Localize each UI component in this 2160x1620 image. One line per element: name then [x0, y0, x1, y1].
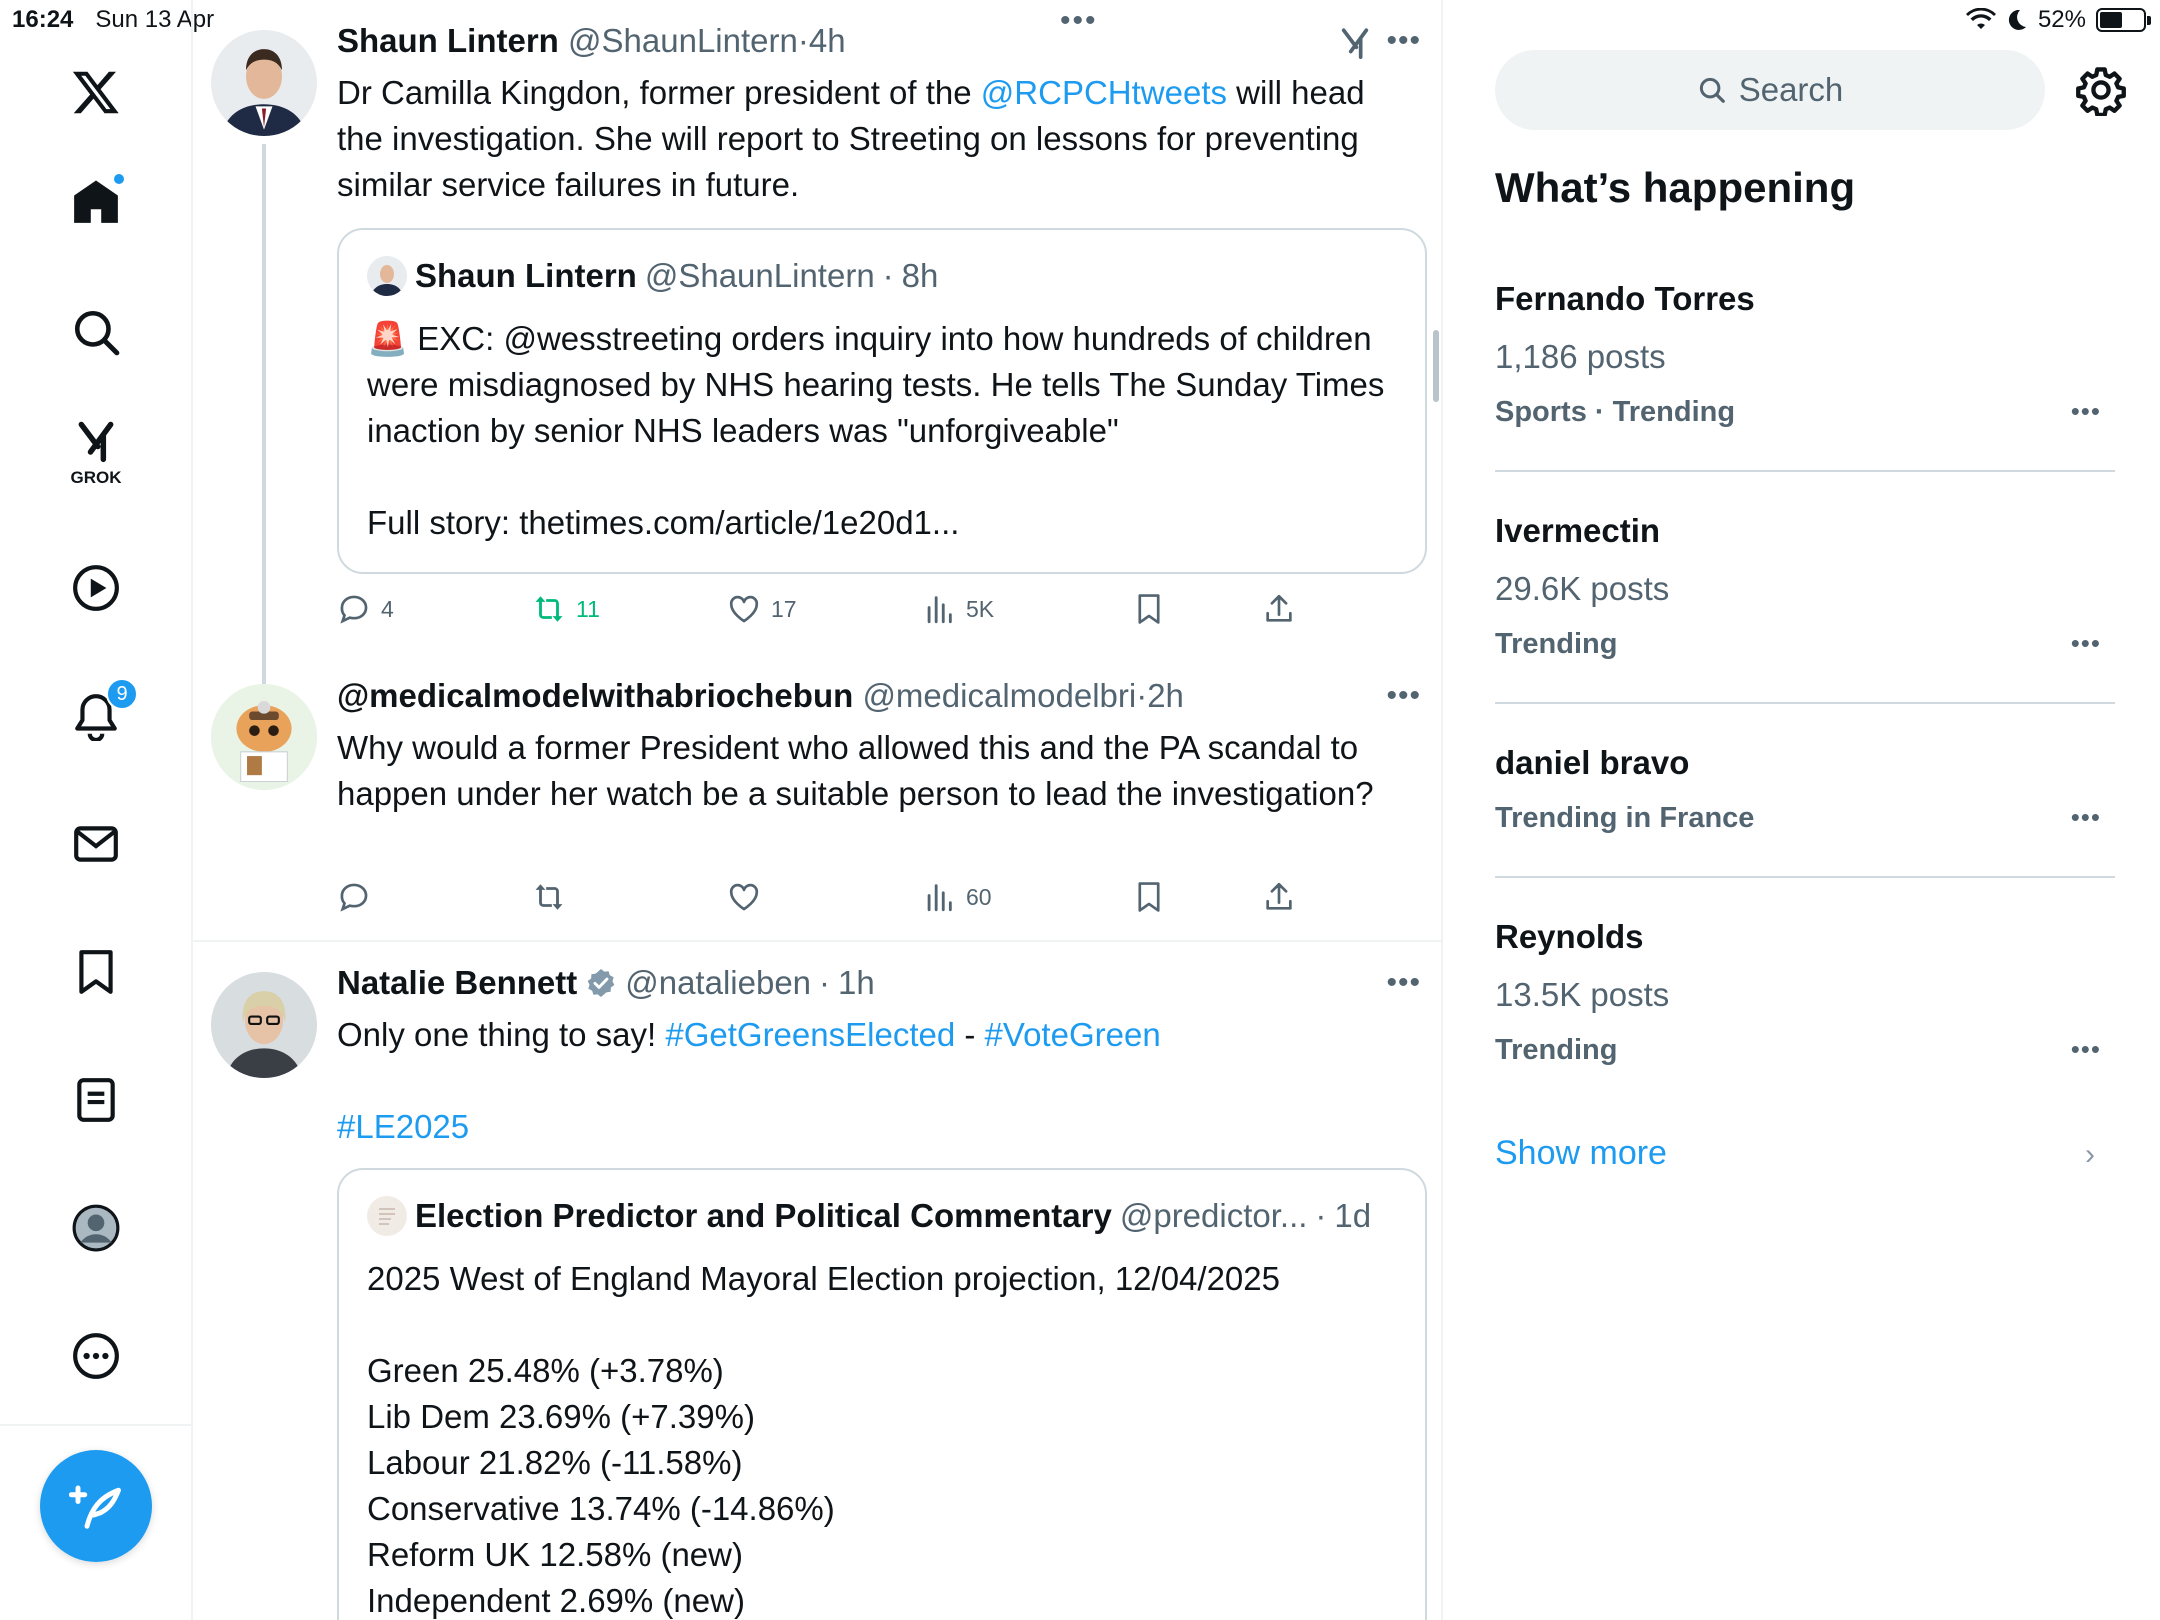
trend-divider: [1495, 876, 2115, 878]
chevron-right-icon[interactable]: ›: [2085, 1138, 2095, 1171]
quote-text: [367, 316, 1407, 546]
mention-link[interactable]: @RCPCHtweets: [980, 74, 1228, 111]
share-button[interactable]: [1262, 880, 1296, 914]
mail-icon[interactable]: [60, 808, 132, 880]
reply-button[interactable]: [337, 880, 371, 914]
quote-time: 1d: [1334, 1197, 1372, 1234]
quote-header: [367, 256, 938, 296]
trend-divider: [1495, 702, 2115, 704]
quote-author-handle: @ShaunLintern: [644, 257, 875, 294]
trend-category: Trending: [1495, 1034, 1618, 1066]
repost-button[interactable]: [532, 592, 600, 626]
trend-category: Sports · Trending: [1495, 396, 1736, 428]
heart-icon: [727, 880, 761, 914]
trend-posts: 13.5K posts: [1495, 976, 1670, 1013]
profile-icon[interactable]: [60, 1192, 132, 1264]
share-button[interactable]: [1262, 592, 1296, 626]
search-placeholder: Search: [1738, 71, 1844, 108]
multitasking-dots-icon[interactable]: •••: [1060, 4, 1098, 37]
bookmark-icon: [1132, 592, 1166, 626]
trend-item[interactable]: [1495, 280, 2115, 472]
more-options-icon[interactable]: •••: [1386, 24, 1421, 57]
more-options-icon[interactable]: •••: [1386, 679, 1421, 712]
grok-label: GROK: [70, 468, 122, 487]
view-count: 60: [966, 883, 992, 910]
views-icon: [922, 880, 956, 914]
trend-name: daniel bravo: [1495, 744, 1690, 781]
compose-button[interactable]: [40, 1450, 152, 1562]
share-icon: [1262, 880, 1296, 914]
tweet-header: [337, 677, 1184, 715]
tweet-header: [337, 964, 875, 1002]
more-options-icon[interactable]: •••: [1386, 966, 1421, 999]
hashtag-link[interactable]: #LE2025: [337, 1108, 470, 1145]
notifications-badge: 9: [106, 678, 138, 710]
trend-item[interactable]: [1495, 512, 2115, 704]
quote-author-name: Election Predictor and Political Commentary: [415, 1197, 1112, 1234]
tweet-time[interactable]: 4h: [808, 22, 846, 59]
home-icon[interactable]: [60, 166, 132, 238]
quote-avatar: [367, 256, 407, 296]
nav-divider: [0, 1424, 193, 1426]
show-more-link[interactable]: Show more: [1495, 1134, 1667, 1172]
siren-emoji: 🚨: [367, 320, 409, 357]
compose-icon: [69, 1479, 123, 1533]
author-handle[interactable]: @medicalmodelbri: [862, 677, 1137, 714]
reply-icon: [337, 592, 371, 626]
hashtag-link[interactable]: #VoteGreen: [984, 1016, 1161, 1053]
author-name[interactable]: Natalie Bennett: [337, 964, 578, 1001]
verified-badge-icon: [585, 967, 617, 999]
grok-icon[interactable]: [1338, 26, 1372, 60]
reply-icon: [337, 880, 371, 914]
tweet-actions: [337, 880, 1337, 920]
quote-author-name: Shaun Lintern: [415, 257, 637, 294]
bell-icon[interactable]: [60, 680, 132, 752]
gear-icon[interactable]: [2075, 64, 2127, 116]
quote-text-content: EXC: @wesstreeting orders inquiry into how hundreds of children were misdiagnosed by NHS hearing tests. He tells The Sunday Times inaction by senior NHS leaders was "unforgiveable" Full story: thetimes.com/article/1e20d1...: [367, 320, 1385, 541]
tweet-text-part: will head the investigation. She will report to Streeting on lessons for preventing similar service failures in future.: [337, 74, 1374, 203]
more-options-icon[interactable]: •••: [2070, 1034, 2101, 1064]
trend-category: Trending in France: [1495, 802, 1755, 834]
like-count: 17: [771, 595, 797, 622]
tweet-time[interactable]: 2h: [1147, 677, 1184, 714]
scroll-indicator[interactable]: [1433, 330, 1439, 402]
avatar[interactable]: [211, 30, 317, 136]
author-handle[interactable]: @ShaunLintern: [568, 22, 798, 59]
sidebar-nav: [0, 0, 193, 1620]
tweet-divider: [193, 940, 1443, 942]
tweet-text: [337, 70, 1417, 208]
separator: ·: [1315, 1197, 1327, 1234]
right-sidebar: [1445, 0, 2160, 1620]
tweet-header: [337, 22, 846, 60]
repost-icon: [532, 592, 566, 626]
tweet-time[interactable]: 1h: [838, 964, 875, 1001]
trend-name: Reynolds: [1495, 918, 1644, 955]
tweet-text-part: Dr Camilla Kingdon, former president of the: [337, 74, 981, 111]
search-icon: [1697, 75, 1727, 105]
more-icon[interactable]: [60, 1320, 132, 1392]
home-unread-dot: [112, 172, 126, 186]
quote-header: [367, 1196, 1371, 1236]
trend-name: Ivermectin: [1495, 512, 1661, 549]
x-logo-icon[interactable]: [60, 56, 132, 128]
share-icon: [1262, 592, 1296, 626]
author-name[interactable]: Shaun Lintern: [337, 22, 559, 59]
more-options-icon[interactable]: •••: [2070, 628, 2101, 658]
video-icon[interactable]: [60, 552, 132, 624]
trend-item[interactable]: [1495, 744, 2115, 878]
tweet-text-part: Only one thing to say!: [337, 1016, 666, 1053]
more-options-icon[interactable]: •••: [2070, 396, 2101, 426]
reply-count: 4: [381, 595, 394, 622]
bookmark-button[interactable]: [1132, 880, 1166, 914]
bookmark-icon: [1132, 880, 1166, 914]
separator: ·: [797, 22, 809, 59]
trend-category: Trending: [1495, 628, 1618, 660]
hashtag-link[interactable]: #GetGreensElected: [665, 1016, 956, 1053]
separator: ·: [882, 257, 894, 294]
reply-button[interactable]: [337, 592, 394, 626]
like-button[interactable]: [727, 592, 797, 626]
battery-percent: 52%: [2037, 6, 2086, 33]
tweet-actions: [337, 592, 1337, 632]
quote-avatar: [367, 1196, 407, 1236]
bookmark-button[interactable]: [1132, 592, 1166, 626]
author-name[interactable]: @medicalmodelwithabriochebun: [337, 677, 854, 714]
whats-happening-title: What’s happening: [1495, 164, 1856, 211]
quote-time: 8h: [901, 257, 939, 294]
separator: ·: [1136, 677, 1148, 714]
more-options-icon[interactable]: •••: [2070, 802, 2101, 832]
thread-line: [262, 144, 266, 684]
quoted-tweet[interactable]: [337, 1168, 1427, 1620]
author-handle[interactable]: @natalieben: [625, 964, 812, 1001]
quote-author-handle: @predictor...: [1119, 1197, 1308, 1234]
avatar[interactable]: [211, 972, 317, 1078]
repost-icon: [532, 880, 566, 914]
list-icon[interactable]: [60, 1064, 132, 1136]
status-time: 16:24: [12, 6, 74, 33]
trend-item[interactable]: [1495, 918, 2115, 1088]
trend-posts: 1,186 posts: [1495, 338, 1666, 375]
views-button[interactable]: [922, 880, 992, 914]
grok-icon[interactable]: [60, 412, 132, 487]
tweet-text: [337, 1104, 1417, 1150]
heart-icon: [727, 592, 761, 626]
status-date: Sun 13 Apr: [95, 6, 215, 33]
trend-posts: 29.6K posts: [1495, 570, 1670, 607]
timeline-feed: [193, 0, 1443, 1620]
like-button[interactable]: [727, 880, 761, 914]
tweet-text-part: -: [955, 1016, 985, 1053]
tweet-text: [337, 1012, 1417, 1058]
bookmark-icon[interactable]: [60, 936, 132, 1008]
view-count: 5K: [966, 595, 995, 622]
trend-name: Fernando Torres: [1495, 280, 1755, 317]
views-icon: [922, 592, 956, 626]
search-icon[interactable]: [60, 296, 132, 368]
search-input[interactable]: [1495, 50, 2045, 130]
separator: ·: [819, 964, 831, 1001]
views-button[interactable]: [922, 592, 994, 626]
repost-button[interactable]: [532, 880, 566, 914]
tweet-text: Why would a former President who allowed this and the PA scandal to happen under her watch be a suitable person to lead the investigation?: [337, 729, 1374, 812]
quote-text: 2025 West of England Mayoral Election projection, 12/04/2025 Green 25.48% (+3.78%) Lib Dem 23.69% (+7.39%) Labour 21.82% (-11.58%) Conservative 13.74% (-14.86%) Reform UK 12.58% (new) Independent 2.69% (new): [367, 1260, 1280, 1619]
repost-count: 11: [576, 595, 600, 622]
trend-divider: [1495, 470, 2115, 472]
quoted-tweet[interactable]: [337, 228, 1427, 574]
avatar[interactable]: [211, 684, 317, 790]
